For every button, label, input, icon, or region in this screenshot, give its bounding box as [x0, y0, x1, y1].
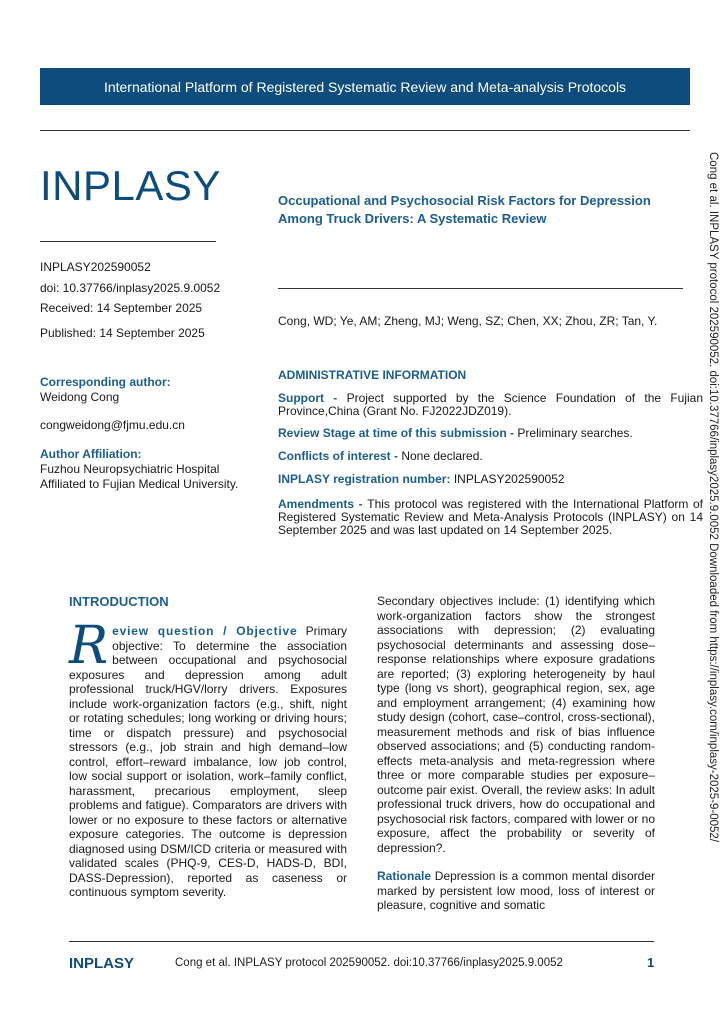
stage-text: Preliminary searches. [517, 426, 633, 440]
corresponding-name: Weidong Cong [40, 390, 120, 404]
stage-label: Review Stage at time of this submission - [278, 426, 518, 440]
amend-text: This protocol was registered with the International Platform of Registered Systematic Review and Meta-Analysis Protocols (INPLASY) on 14 September 2025 and was last updated on 14 September 2025. [278, 497, 703, 537]
reg-text: INPLASY202590052 [453, 472, 565, 486]
rationale [377, 869, 655, 913]
inplasy-logo: INPLASY [40, 162, 221, 209]
introduction-heading: INTRODUCTION [69, 594, 169, 609]
corresponding-author [40, 375, 185, 433]
amend-label: Amendments - [278, 497, 368, 511]
reg-label: INPLASY registration number: [278, 472, 454, 486]
admin-support [278, 392, 703, 418]
corresponding-label: Corresponding author: [40, 375, 171, 389]
doi[interactable]: doi: 10.37766/inplasy2025.9.0052 [40, 281, 221, 295]
logo-divider [40, 241, 216, 242]
published-date: Published: 14 September 2025 [40, 326, 205, 340]
footer-logo: INPLASY [69, 955, 135, 972]
conflicts-text: None declared. [401, 449, 483, 463]
affiliation-text: Fuzhou Neuropsychiatric Hospital Affiliated to Fujian Medical University. [40, 462, 239, 491]
admin-registration [278, 473, 703, 486]
admin-heading: ADMINISTRATIVE INFORMATION [278, 368, 467, 382]
author-affiliation [40, 447, 240, 492]
intro-right-column [377, 594, 655, 913]
rationale-text: Depression is a common mental disorder marked by persistent low mood, loss of interest or pleasure, cognitive and somatic [377, 869, 655, 912]
admin-amendments [278, 498, 703, 537]
registration-id: INPLASY202590052 [40, 260, 151, 274]
footer-divider [69, 941, 654, 942]
affiliation-label: Author Affiliation: [40, 447, 142, 461]
received-date: Received: 14 September 2025 [40, 301, 203, 315]
dropcap: R [69, 616, 109, 676]
support-label: Support - [278, 391, 347, 405]
vertical-citation [703, 152, 721, 882]
title-divider [278, 288, 683, 289]
header-banner [40, 68, 690, 105]
banner-text: International Platform of Registered Systematic Review and Meta-analysis Protocols [103, 78, 627, 95]
support-text: Project supported by the Science Foundation of the Fujian Province,China (Grant No. FJ2022JDZ019). [278, 391, 704, 418]
admin-conflicts [278, 450, 703, 463]
rationale-label: Rationale [377, 869, 432, 883]
paper-title: Occupational and Psychosocial Risk Factors for Depression Among Truck Drivers: A Systematic Review [278, 193, 651, 226]
page-number: 1 [647, 955, 655, 970]
conflicts-label: Conflicts of interest - [278, 449, 402, 463]
footer-citation: Cong et al. INPLASY protocol 202590052. doi:10.37766/inplasy2025.9.0052 [175, 957, 563, 969]
vertical-citation-text[interactable]: Cong et al. INPLASY protocol 202590052. doi:10.37766/inplasy2025.9.0052 Downloaded from https://inplasy.com/inplasy-2025-9-0052/ [707, 152, 719, 843]
top-divider [40, 130, 690, 131]
admin-review-stage [278, 427, 703, 440]
corresponding-email[interactable]: congweidong@fjmu.edu.cn [40, 418, 185, 432]
intro-left-column [69, 616, 347, 900]
author-list: Cong, WD; Ye, AM; Zheng, MJ; Weng, SZ; Chen, XX; Zhou, ZR; Tan, Y. [278, 314, 658, 328]
secondary-objectives: Secondary objectives include: (1) identifying which work-organization factors show the strongest associations with depression; (2) evaluating psychosocial determinants and assessing dose–response relationships where exposure gradations are reported; (3) exploring heterogeneity by haul type (long vs short), geographical region, sex, age and employment arrangement; (4) examining how study design (cohort, case–control, cross-sectional), measurement methods and risk of bias influence observed associations; and (5) conducting random-effects meta-analysis and meta-regression where three or more comparable studies per exposure–outcome pair exist. Overall, the review asks: In adult professional truck drivers, how do occupational and psychosocial risk factors, compared with lower or no exposure, affect the probability or severity of depression?. [377, 594, 655, 855]
review-question-label: eview question / Objective [112, 624, 298, 638]
review-question-text: Primary objective: To determine the association between occupational and psychosocial exposures and depression among adult professional truck/HGV/lorry drivers. Exposures include work-organization factors (e.g., shift, night or rotating schedules; long working or driving hours; time or dispatch pressure) and psychosocial stressors (e.g., job strain and high demand–low control, effort–reward imbalance, low job control, low social support or isolation, work–family conflict, harassment, precarious employment, sleep problems and fatigue). Comparators are drivers with lower or no exposure to these factors or alternative exposure categories. The outcome is depression diagnosed using DSM/ICD criteria or measured with validated scales (PHQ-9, CES-D, HADS-D, BDI, DASS-Depression), reported as caseness or continuous symptom severity. [69, 624, 347, 899]
